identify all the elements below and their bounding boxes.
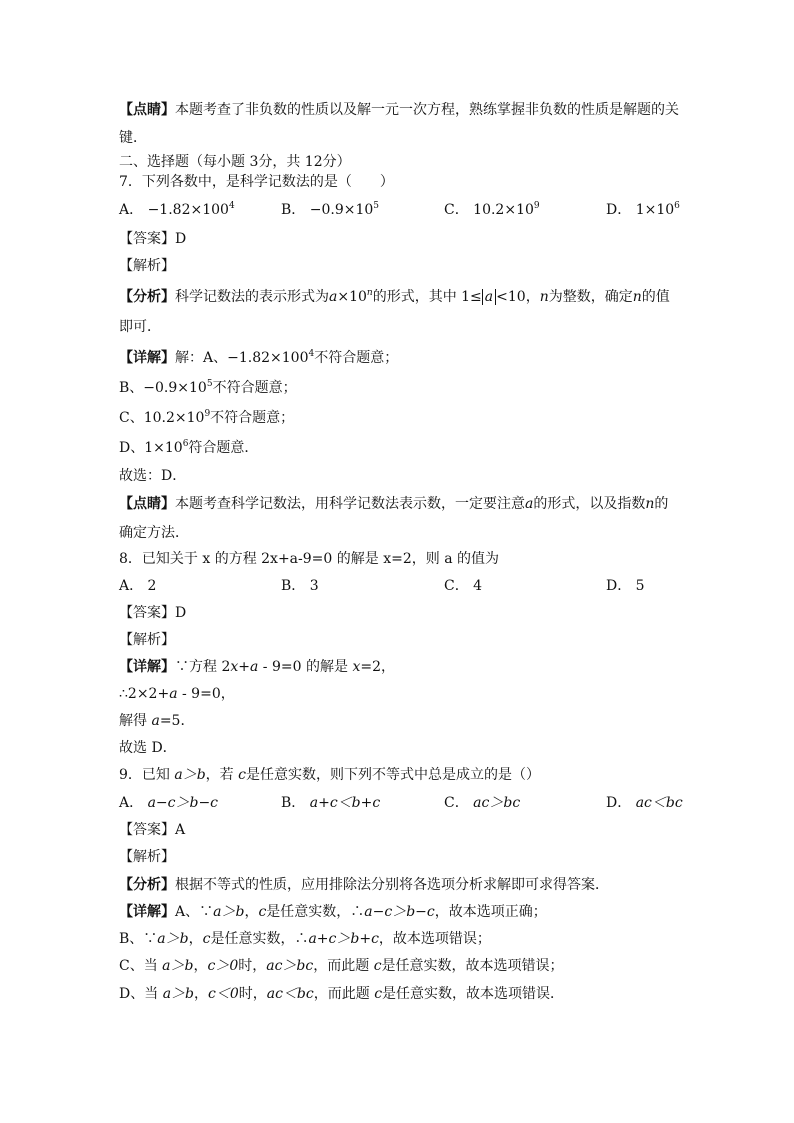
dianjing-paragraph (119, 96, 679, 152)
q8-option-d: D． 5 (606, 578, 645, 594)
q8-xiangjie: 【详解】∵方程 2x+a - 9=0 的解是 x=2， (119, 659, 395, 675)
q9-xiangjie-c: C、当 a＞b，c＞0时，ac＞bc，而此题 c是任意实数，故本选项错误； (119, 958, 564, 974)
q7-options (119, 200, 679, 220)
q9-xiangjie-b: B、∵a＞b，c是任意实数，∴a+c＞b+c，故本选项错误； (119, 931, 491, 947)
q7-option-b: B． $-0.9\times 10^5$ (281, 201, 380, 218)
q7-xiangjie-b: B、$-0.9\times 10^5$不符合题意； (119, 379, 297, 396)
q8-step-2: ∴2×2+a - 9=0， (119, 686, 235, 702)
q9-stem: 9．已知 a＞b，若 c是任意实数，则下列不等式中总是成立的是（） (119, 767, 540, 783)
dianjing-text: 本题考查了非负数的性质以及解一元一次方程，熟练掌握非负数的性质是解题的关键． (119, 102, 679, 146)
q7-dianjing: 【点睛】本题考查科学记数法，用科学记数法表示数，一定要注意a的形式，以及指数n的 (119, 496, 669, 512)
q7-option-c: C． $10.2\times 10^9$ (444, 201, 540, 218)
q7-option-d: D． $1\times 10^6$ (606, 201, 680, 218)
q8-step-3: 解得 a=5． (119, 713, 195, 729)
q9-options (119, 793, 683, 813)
section-heading: 二、选择题（每小题 3分，共 12分） (119, 154, 351, 170)
q7-dianjing-cont: 确定方法． (119, 525, 189, 541)
q7-stem: 7．下列各数中，是科学记数法的是（ ） (119, 174, 394, 190)
q9-jiexi: 【解析】 (119, 849, 175, 865)
q8-guxuan: 故选 D． (119, 740, 177, 756)
q9-option-c: C． ac＞bc (444, 795, 521, 811)
q7-xiangjie-d: D、$1\times 10^6$符合题意． (119, 439, 259, 456)
q7-xiangjie-c: C、$10.2\times 10^9$不符合题意； (119, 409, 295, 426)
q7-xiangjie-a: 【详解】解：A、$-1.82\times 100^4$不符合题意； (119, 349, 399, 366)
q9-option-b: B． a+c＜b+c (281, 795, 381, 811)
q9-answer: 【答案】A (119, 822, 186, 838)
q8-option-a: A． 2 (119, 578, 157, 594)
q8-option-b: B． 3 (281, 578, 319, 594)
q7-jiexi: 【解析】 (119, 258, 175, 274)
q8-option-c: C． 4 (444, 578, 483, 594)
q8-stem: 8．已知关于 x 的方程 2x+a-9=0 的解是 x=2，则 a 的值为 (119, 551, 499, 567)
q9-xiangjie-d: D、当 a＞b，c＜0时，ac＜bc，而此题 c是任意实数，故本选项错误． (119, 986, 565, 1002)
q9-option-a: A． a−c＞b−c (119, 795, 219, 811)
q9-option-d: D． ac＜bc (606, 795, 683, 811)
q7-answer: 【答案】D (119, 231, 187, 247)
q7-fenxi: 【分析】科学记数法的表示形式为$a\times 10^n$的形式，其中 1≤ a <10，n为整数，确定n的值 (119, 288, 670, 305)
dianjing-tag: 【点睛】 (119, 102, 175, 118)
q8-answer: 【答案】D (119, 605, 187, 621)
q7-option-a: A． $-1.82\times 100^4$ (119, 201, 235, 218)
q9-fenxi: 【分析】根据不等式的性质，应用排除法分别将各选项分析求解即可求得答案． (119, 877, 609, 893)
q7-guxuan: 故选：D． (119, 468, 187, 484)
q8-jiexi: 【解析】 (119, 632, 175, 648)
q7-fenxi-cont: 即可． (119, 319, 161, 335)
q9-xiangjie-a: 【详解】A、∵a＞b，c是任意实数，∴a−c＞b−c，故本选项正确； (119, 904, 547, 920)
q8-options (119, 576, 679, 596)
